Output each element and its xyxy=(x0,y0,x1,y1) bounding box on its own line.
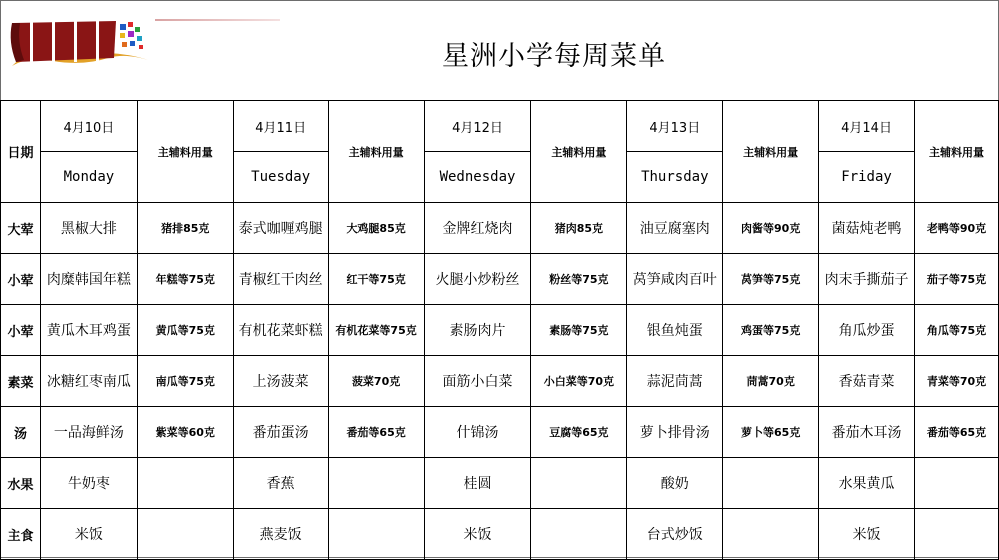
quantity-cell: 粉丝等75克 xyxy=(531,254,627,305)
quantity-cell: 有机花菜等75克 xyxy=(328,305,424,356)
day-4-quantity-header: 主辅料用量 xyxy=(723,101,819,203)
dish-cell: 一品海鲜汤 xyxy=(40,407,137,458)
dish-cell: 银鱼炖蛋 xyxy=(627,305,723,356)
dish-cell: 素肠肉片 xyxy=(424,305,531,356)
quantity-cell: 南瓜等75克 xyxy=(137,356,233,407)
dish-cell: 什锦汤 xyxy=(424,407,531,458)
dish-cell: 蒜泥茼蒿 xyxy=(627,356,723,407)
dish-cell: 火腿小炒粉丝 xyxy=(424,254,531,305)
quantity-cell xyxy=(531,458,627,509)
row-label: 大荤 xyxy=(1,203,41,254)
quantity-cell: 猪排85克 xyxy=(137,203,233,254)
dish-cell: 桂圆 xyxy=(424,458,531,509)
day-3-weekday: Wednesday xyxy=(424,152,531,203)
row-label: 汤 xyxy=(1,407,41,458)
row-label: 水果 xyxy=(1,458,41,509)
day-5-quantity-header: 主辅料用量 xyxy=(915,101,999,203)
dish-cell: 角瓜炒蛋 xyxy=(819,305,915,356)
table-row xyxy=(1,203,999,254)
quantity-cell: 莴笋等75克 xyxy=(723,254,819,305)
dish-cell: 肉末手撕茄子 xyxy=(819,254,915,305)
day-4-weekday: Thursday xyxy=(627,152,723,203)
table-row xyxy=(1,356,999,407)
row-label: 主食 xyxy=(1,509,41,560)
weekly-menu-table xyxy=(0,100,999,560)
quantity-cell: 番茄等65克 xyxy=(915,407,999,458)
dish-cell: 面筋小白菜 xyxy=(424,356,531,407)
table-row xyxy=(1,305,999,356)
quantity-cell: 年糕等75克 xyxy=(137,254,233,305)
quantity-cell: 萝卜等65克 xyxy=(723,407,819,458)
dish-cell: 燕麦饭 xyxy=(233,509,328,560)
quantity-cell xyxy=(137,509,233,560)
quantity-cell: 猪肉85克 xyxy=(531,203,627,254)
table-row xyxy=(1,509,999,560)
day-1-weekday: Monday xyxy=(40,152,137,203)
day-2-quantity-header: 主辅料用量 xyxy=(328,101,424,203)
quantity-cell xyxy=(328,509,424,560)
quantity-cell: 小白菜等70克 xyxy=(531,356,627,407)
row-label-date: 日期 xyxy=(1,101,41,203)
dish-cell: 香蕉 xyxy=(233,458,328,509)
quantity-cell xyxy=(723,458,819,509)
dish-cell: 上汤菠菜 xyxy=(233,356,328,407)
quantity-cell xyxy=(531,509,627,560)
dish-cell: 米饭 xyxy=(424,509,531,560)
dish-cell: 黄瓜木耳鸡蛋 xyxy=(40,305,137,356)
dish-cell: 番茄蛋汤 xyxy=(233,407,328,458)
quantity-cell xyxy=(915,509,999,560)
table-row xyxy=(1,407,999,458)
table-row-date xyxy=(1,101,999,152)
quantity-cell: 紫菜等60克 xyxy=(137,407,233,458)
day-1-quantity-header: 主辅料用量 xyxy=(137,101,233,203)
quantity-cell: 鸡蛋等75克 xyxy=(723,305,819,356)
dish-cell: 牛奶枣 xyxy=(40,458,137,509)
header xyxy=(0,0,999,100)
dish-cell: 肉糜韩国年糕 xyxy=(40,254,137,305)
quantity-cell: 红干等75克 xyxy=(328,254,424,305)
dish-cell: 萝卜排骨汤 xyxy=(627,407,723,458)
day-2-weekday: Tuesday xyxy=(233,152,328,203)
school-logo-icon xyxy=(8,18,153,68)
dish-cell: 米饭 xyxy=(40,509,137,560)
page-title: 星洲小学每周菜单 xyxy=(442,41,666,72)
row-label: 小荤 xyxy=(1,254,41,305)
quantity-cell: 角瓜等75克 xyxy=(915,305,999,356)
day-5-weekday: Friday xyxy=(819,152,915,203)
dish-cell: 金牌红烧肉 xyxy=(424,203,531,254)
quantity-cell: 豆腐等65克 xyxy=(531,407,627,458)
quantity-cell xyxy=(328,458,424,509)
quantity-cell: 青菜等70克 xyxy=(915,356,999,407)
day-4-date: 4月13日 xyxy=(627,101,723,152)
quantity-cell xyxy=(723,509,819,560)
dish-cell: 台式炒饭 xyxy=(627,509,723,560)
header-decoration-line xyxy=(155,19,280,21)
dish-cell: 水果黄瓜 xyxy=(819,458,915,509)
quantity-cell: 番茄等65克 xyxy=(328,407,424,458)
quantity-cell xyxy=(137,458,233,509)
day-1-date: 4月10日 xyxy=(40,101,137,152)
dish-cell: 菌菇炖老鸭 xyxy=(819,203,915,254)
quantity-cell: 黄瓜等75克 xyxy=(137,305,233,356)
quantity-cell: 素肠等75克 xyxy=(531,305,627,356)
dish-cell: 有机花菜虾糕 xyxy=(233,305,328,356)
row-label: 小荤 xyxy=(1,305,41,356)
quantity-cell: 茼蒿70克 xyxy=(723,356,819,407)
dish-cell: 米饭 xyxy=(819,509,915,560)
dish-cell: 泰式咖喱鸡腿 xyxy=(233,203,328,254)
dish-cell: 油豆腐塞肉 xyxy=(627,203,723,254)
quantity-cell: 大鸡腿85克 xyxy=(328,203,424,254)
quantity-cell xyxy=(915,458,999,509)
quantity-cell: 老鸭等90克 xyxy=(915,203,999,254)
day-2-date: 4月11日 xyxy=(233,101,328,152)
day-3-quantity-header: 主辅料用量 xyxy=(531,101,627,203)
quantity-cell: 茄子等75克 xyxy=(915,254,999,305)
dish-cell: 莴笋咸肉百叶 xyxy=(627,254,723,305)
dish-cell: 青椒红干肉丝 xyxy=(233,254,328,305)
dish-cell: 酸奶 xyxy=(627,458,723,509)
table-row xyxy=(1,458,999,509)
table-row xyxy=(1,254,999,305)
dish-cell: 香菇青菜 xyxy=(819,356,915,407)
dish-cell: 黑椒大排 xyxy=(40,203,137,254)
dish-cell: 冰糖红枣南瓜 xyxy=(40,356,137,407)
quantity-cell: 肉酱等90克 xyxy=(723,203,819,254)
row-label: 素菜 xyxy=(1,356,41,407)
day-5-date: 4月14日 xyxy=(819,101,915,152)
dish-cell: 番茄木耳汤 xyxy=(819,407,915,458)
day-3-date: 4月12日 xyxy=(424,101,531,152)
quantity-cell: 菠菜70克 xyxy=(328,356,424,407)
